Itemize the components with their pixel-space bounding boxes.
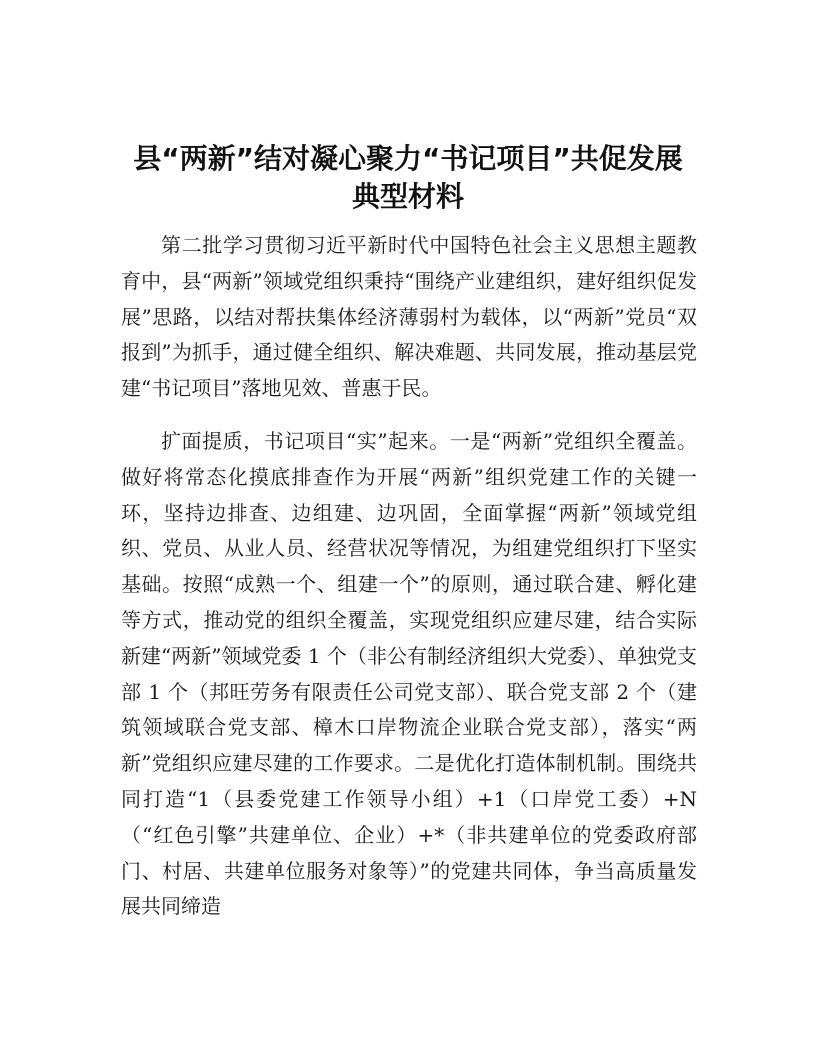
document-title: 县“两新”结对凝心聚力“书记项目”共促发展典型材料: [133, 142, 683, 213]
paragraph-intro: 第二批学习贯彻习近平新时代中国特色社会主义思想主题教育中，县“两新”领域党组织秉持“围绕产业建组织，建好组织促发展”思路，以结对帮扶集体经济薄弱村为载体，以“两新”党员“双报到”为抓手，通过健全组织、解决难题、共同发展，推动基层党建“书记项目”落地见效、普惠于民。: [121, 233, 697, 401]
paragraph-expand-quality: 扩面提质，书记项目“实”起来。一是“两新”党组织全覆盖。做好将常态化摸底排查作为开展“两新”组织党建工作的关键一环，坚持边排查、边组建、边巩固，全面掌握“两新”领域党组织、党员、从业人员、经营状况等情况，为组建党组织打下坚实基础。按照“成熟一个、组建一个”的原则，通过联合建、孵化建等方式，推动党的组织全覆盖，实现党组织应建尽建，结合实际新建“两新”领域党委 1 个（非公有制经济组织大党委）、单独党支部 1 个（邦旺劳务有限责任公司党支部）、联合党支部 2 个（建筑领域联合党支部、樟木口岸物流企业联合党支部），落实“两新”党组织应建尽建的工作要求。二是优化打造体制机制。围绕共同打造“1（县委党建工作领导小组）+1（口岸党工委）+N（“红色引擎”共建单位、企业）+*（非共建单位的党委政府部门、村居、共建单位服务对象等）”的党建共同体，争当高质量发展共同缔造: [121, 429, 697, 919]
